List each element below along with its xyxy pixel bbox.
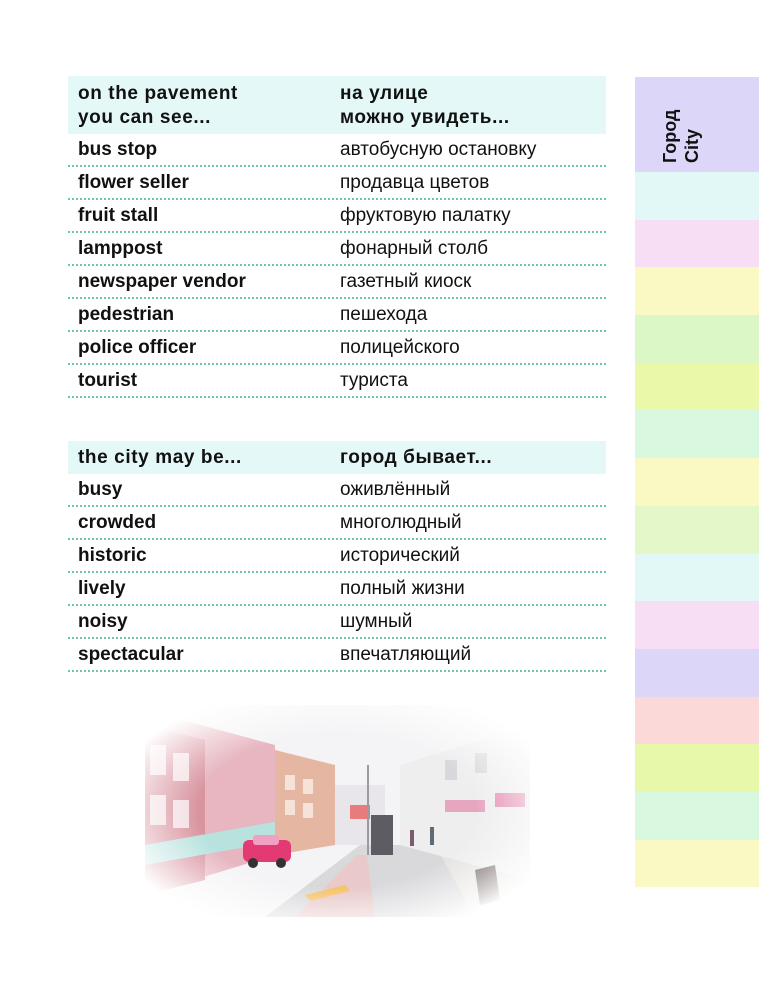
section-tab[interactable] [635,697,759,745]
table-header [68,441,606,474]
table-row [68,167,606,200]
word-russian: полный жизни [340,578,465,599]
header-russian: на улице можно увидеть... [340,83,510,128]
table-row [68,573,606,606]
word-english: tourist [78,370,138,391]
word-english: flower seller [78,172,189,193]
word-russian: оживлённый [340,479,451,500]
section-tab[interactable] [635,267,759,315]
word-russian: автобусную остановку [340,139,537,160]
header-russian: город бывает... [340,447,493,468]
section-tab[interactable] [635,601,759,649]
word-russian: многолюдный [340,512,462,533]
section-tab[interactable] [635,554,759,602]
word-russian: исторический [340,545,460,566]
table-row [68,266,606,299]
table-row [68,365,606,398]
table-row [68,606,606,639]
section-tab[interactable] [635,840,759,888]
vocab-table-pavement [68,76,606,398]
word-english: noisy [78,611,128,632]
word-english: pedestrian [78,304,175,325]
section-tab[interactable] [635,744,759,792]
word-english: lively [78,578,126,599]
word-russian: пешехода [340,304,428,325]
word-english: spectacular [78,644,184,665]
table-row [68,332,606,365]
word-english: fruit stall [78,205,159,226]
table-row [68,134,606,167]
word-russian: впечатляющий [340,644,472,665]
table-header [68,76,606,134]
section-tab-label: Город City [660,109,702,163]
word-russian: фонарный столб [340,238,488,259]
table-row [68,639,606,672]
section-tab[interactable] [635,315,759,363]
word-english: busy [78,479,123,500]
table-row [68,540,606,573]
section-tab[interactable] [635,649,759,697]
section-tab[interactable] [635,172,759,220]
section-tab[interactable] [635,363,759,411]
table-row [68,474,606,507]
word-russian: шумный [340,611,413,632]
table-row [68,200,606,233]
section-tab-strip [635,77,759,887]
word-russian: продавца цветов [340,172,490,193]
word-english: police officer [78,337,197,358]
table-row [68,299,606,332]
header-english: on the pavement you can see... [78,83,238,128]
word-english: bus stop [78,139,158,160]
word-russian: полицейского [340,337,460,358]
table-row [68,507,606,540]
section-tab[interactable] [635,458,759,506]
section-tab[interactable] [635,506,759,554]
table-row [68,233,606,266]
word-russian: фруктовую палатку [340,205,511,226]
vocab-table-city-adjectives [68,441,606,672]
word-english: lamppost [78,238,163,259]
section-tab[interactable] [635,792,759,840]
word-russian: газетный киоск [340,271,472,292]
word-english: newspaper vendor [78,271,246,292]
section-tab[interactable] [635,410,759,458]
word-english: crowded [78,512,157,533]
header-english: the city may be... [78,447,242,468]
city-street-illustration [145,705,530,917]
section-tab-city[interactable] [635,77,759,172]
word-english: historic [78,545,147,566]
word-russian: туриста [340,370,408,391]
section-tab[interactable] [635,220,759,268]
